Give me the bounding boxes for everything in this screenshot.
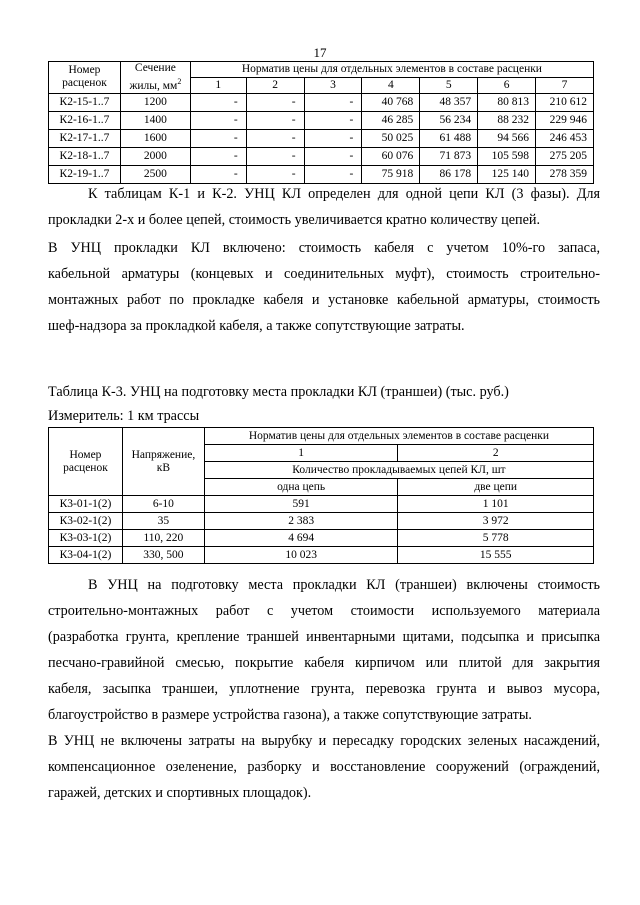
paragraph-2-line: монтажных работ по прокладке кабеля и установке кабельной арматуры, стоимость — [48, 292, 600, 308]
table2-caption: Таблица К-3. УНЦ на подготовку места прокладки КЛ (траншеи) (тыс. руб.) — [48, 384, 509, 400]
paragraph-3-line: строительно-монтажных работ с учетом стоимости используемого материала — [48, 603, 600, 619]
label-two-circuits: две цепи — [398, 479, 594, 496]
table-cell: 1 101 — [398, 496, 594, 513]
table-cell: 3 972 — [398, 513, 594, 530]
table-cell: - — [246, 147, 304, 165]
table-row — [49, 513, 594, 530]
table-cell: 35 — [122, 513, 204, 530]
table-cell: - — [246, 129, 304, 147]
table2-measure: Измеритель: 1 км трассы — [48, 408, 200, 424]
count-header: Количество прокладываемых цепей КЛ, шт — [204, 462, 593, 479]
table-cell: 125 140 — [478, 165, 536, 183]
paragraph-4-line: В УНЦ не включены затраты на вырубку и пересадку городских зеленых насаждений, — [48, 733, 600, 749]
table-cell: 2000 — [120, 147, 190, 165]
col-header-voltage: Напряжение, кВ — [122, 428, 204, 496]
table-cell: 60 076 — [362, 147, 420, 165]
table-cell: 278 359 — [536, 165, 594, 183]
paragraph-3-line: благоустройство в размере устройства газона), а также сопутствующие затраты. — [48, 707, 532, 723]
paragraph-3-line: кабеля, засыпка траншеи, уплотнение грунта, перевозка грунта и вывоз мусора, — [48, 681, 600, 697]
paragraph-2-line: шеф-надзора за прокладкой кабеля, а также сопутствующие затраты. — [48, 318, 465, 334]
trench-price-table — [48, 427, 594, 564]
paragraph-3-line: песчано-гравийной смесью, покрытие кабеля кирпичом или плитой для закрытия — [48, 655, 600, 671]
table-cell: К3-03-1(2) — [49, 530, 123, 547]
table-cell: 48 357 — [420, 93, 478, 111]
table-cell: - — [190, 111, 246, 129]
table-cell: 2500 — [120, 165, 190, 183]
sub-col-5: 5 — [420, 77, 478, 93]
table-cell: 50 025 — [362, 129, 420, 147]
table-cell: 40 768 — [362, 93, 420, 111]
table-cell: 1200 — [120, 93, 190, 111]
table-cell: - — [246, 111, 304, 129]
table-row — [49, 111, 594, 129]
table-cell: К2-18-1..7 — [49, 147, 121, 165]
table-row — [49, 147, 594, 165]
table-row — [49, 547, 594, 564]
sub-col-1: 1 — [190, 77, 246, 93]
table-cell: - — [304, 111, 362, 129]
table-cell: - — [304, 165, 362, 183]
table-cell: 1400 — [120, 111, 190, 129]
table-cell: - — [246, 93, 304, 111]
table-cell: К2-15-1..7 — [49, 93, 121, 111]
table-cell: 105 598 — [478, 147, 536, 165]
table-cell: - — [304, 129, 362, 147]
table-row — [49, 129, 594, 147]
table-row — [49, 496, 594, 513]
paragraph-3-line: (разработка грунта, крепление траншей инвентарными щитами, подсыпка и присыпка — [48, 629, 600, 645]
table-cell: 88 232 — [478, 111, 536, 129]
sub-col-1: 1 — [204, 445, 398, 462]
paragraph-2-line: кабельной арматуры (концевых и соединительных муфт), стоимость строительно- — [48, 266, 600, 282]
table-cell: 80 813 — [478, 93, 536, 111]
sub-col-2: 2 — [246, 77, 304, 93]
table-cell: 210 612 — [536, 93, 594, 111]
table-cell: 94 566 — [478, 129, 536, 147]
table-cell: 4 694 — [204, 530, 398, 547]
table-row — [49, 165, 594, 183]
table-cell: - — [190, 147, 246, 165]
table-cell: К2-19-1..7 — [49, 165, 121, 183]
table-cell: 330, 500 — [122, 547, 204, 564]
table-cell: - — [190, 129, 246, 147]
paragraph-1-line: К таблицам К-1 и К-2. УНЦ КЛ определен для одной цепи КЛ (3 фазы). Для — [88, 186, 600, 202]
table-cell: К3-02-1(2) — [49, 513, 123, 530]
paragraph-4-line: гаражей, детских и спортивных площадок). — [48, 785, 312, 801]
table-cell: 246 453 — [536, 129, 594, 147]
col-header-number: Номер расценок — [49, 62, 121, 94]
paragraph-1-line: прокладки 2-х и более цепей, стоимость увеличивается кратно количеству цепей. — [48, 212, 541, 228]
table-cell: 56 234 — [420, 111, 478, 129]
table-cell: 10 023 — [204, 547, 398, 564]
table-cell: - — [304, 147, 362, 165]
table-row — [49, 530, 594, 547]
table-cell: 71 873 — [420, 147, 478, 165]
table-cell: 6-10 — [122, 496, 204, 513]
table-row — [49, 93, 594, 111]
sub-col-6: 6 — [478, 77, 536, 93]
paragraph-3-line: В УНЦ на подготовку места прокладки КЛ (траншеи) включены стоимость — [88, 577, 600, 593]
table-cell: 86 178 — [420, 165, 478, 183]
table-cell: 46 285 — [362, 111, 420, 129]
sub-col-3: 3 — [304, 77, 362, 93]
col-header-number: Номер расценок — [49, 428, 123, 496]
cable-price-table — [48, 61, 594, 184]
group-header: Норматив цены для отдельных элементов в составе расценки — [204, 428, 593, 445]
table-cell: 61 488 — [420, 129, 478, 147]
table-cell: 110, 220 — [122, 530, 204, 547]
table-cell: - — [190, 165, 246, 183]
table-cell: К2-17-1..7 — [49, 129, 121, 147]
table-cell: 1600 — [120, 129, 190, 147]
table-cell: 2 383 — [204, 513, 398, 530]
table-cell: 591 — [204, 496, 398, 513]
paragraph-4-line: компенсационное озеленение, разборку и восстановление сооружений (ограждений, — [48, 759, 600, 775]
table-cell: - — [304, 93, 362, 111]
table-cell: К2-16-1..7 — [49, 111, 121, 129]
col-header-section: Сечение жилы, $мм^2$ — [120, 62, 190, 94]
table-cell: - — [190, 93, 246, 111]
table-cell: - — [246, 165, 304, 183]
group-header: Норматив цены для отдельных элементов в составе расценки — [190, 62, 593, 78]
sub-col-7: 7 — [536, 77, 594, 93]
page-number: 17 — [313, 45, 327, 60]
sub-col-2: 2 — [398, 445, 594, 462]
table-cell: К3-04-1(2) — [49, 547, 123, 564]
table-cell: 275 205 — [536, 147, 594, 165]
table-cell: 5 778 — [398, 530, 594, 547]
label-one-circuit: одна цепь — [204, 479, 398, 496]
table-cell: 15 555 — [398, 547, 594, 564]
table-cell: К3-01-1(2) — [49, 496, 123, 513]
table-cell: 75 918 — [362, 165, 420, 183]
table-cell: 229 946 — [536, 111, 594, 129]
sub-col-4: 4 — [362, 77, 420, 93]
paragraph-2-line: В УНЦ прокладки КЛ включено: стоимость кабеля с учетом 10%-го запаса, — [48, 240, 600, 256]
